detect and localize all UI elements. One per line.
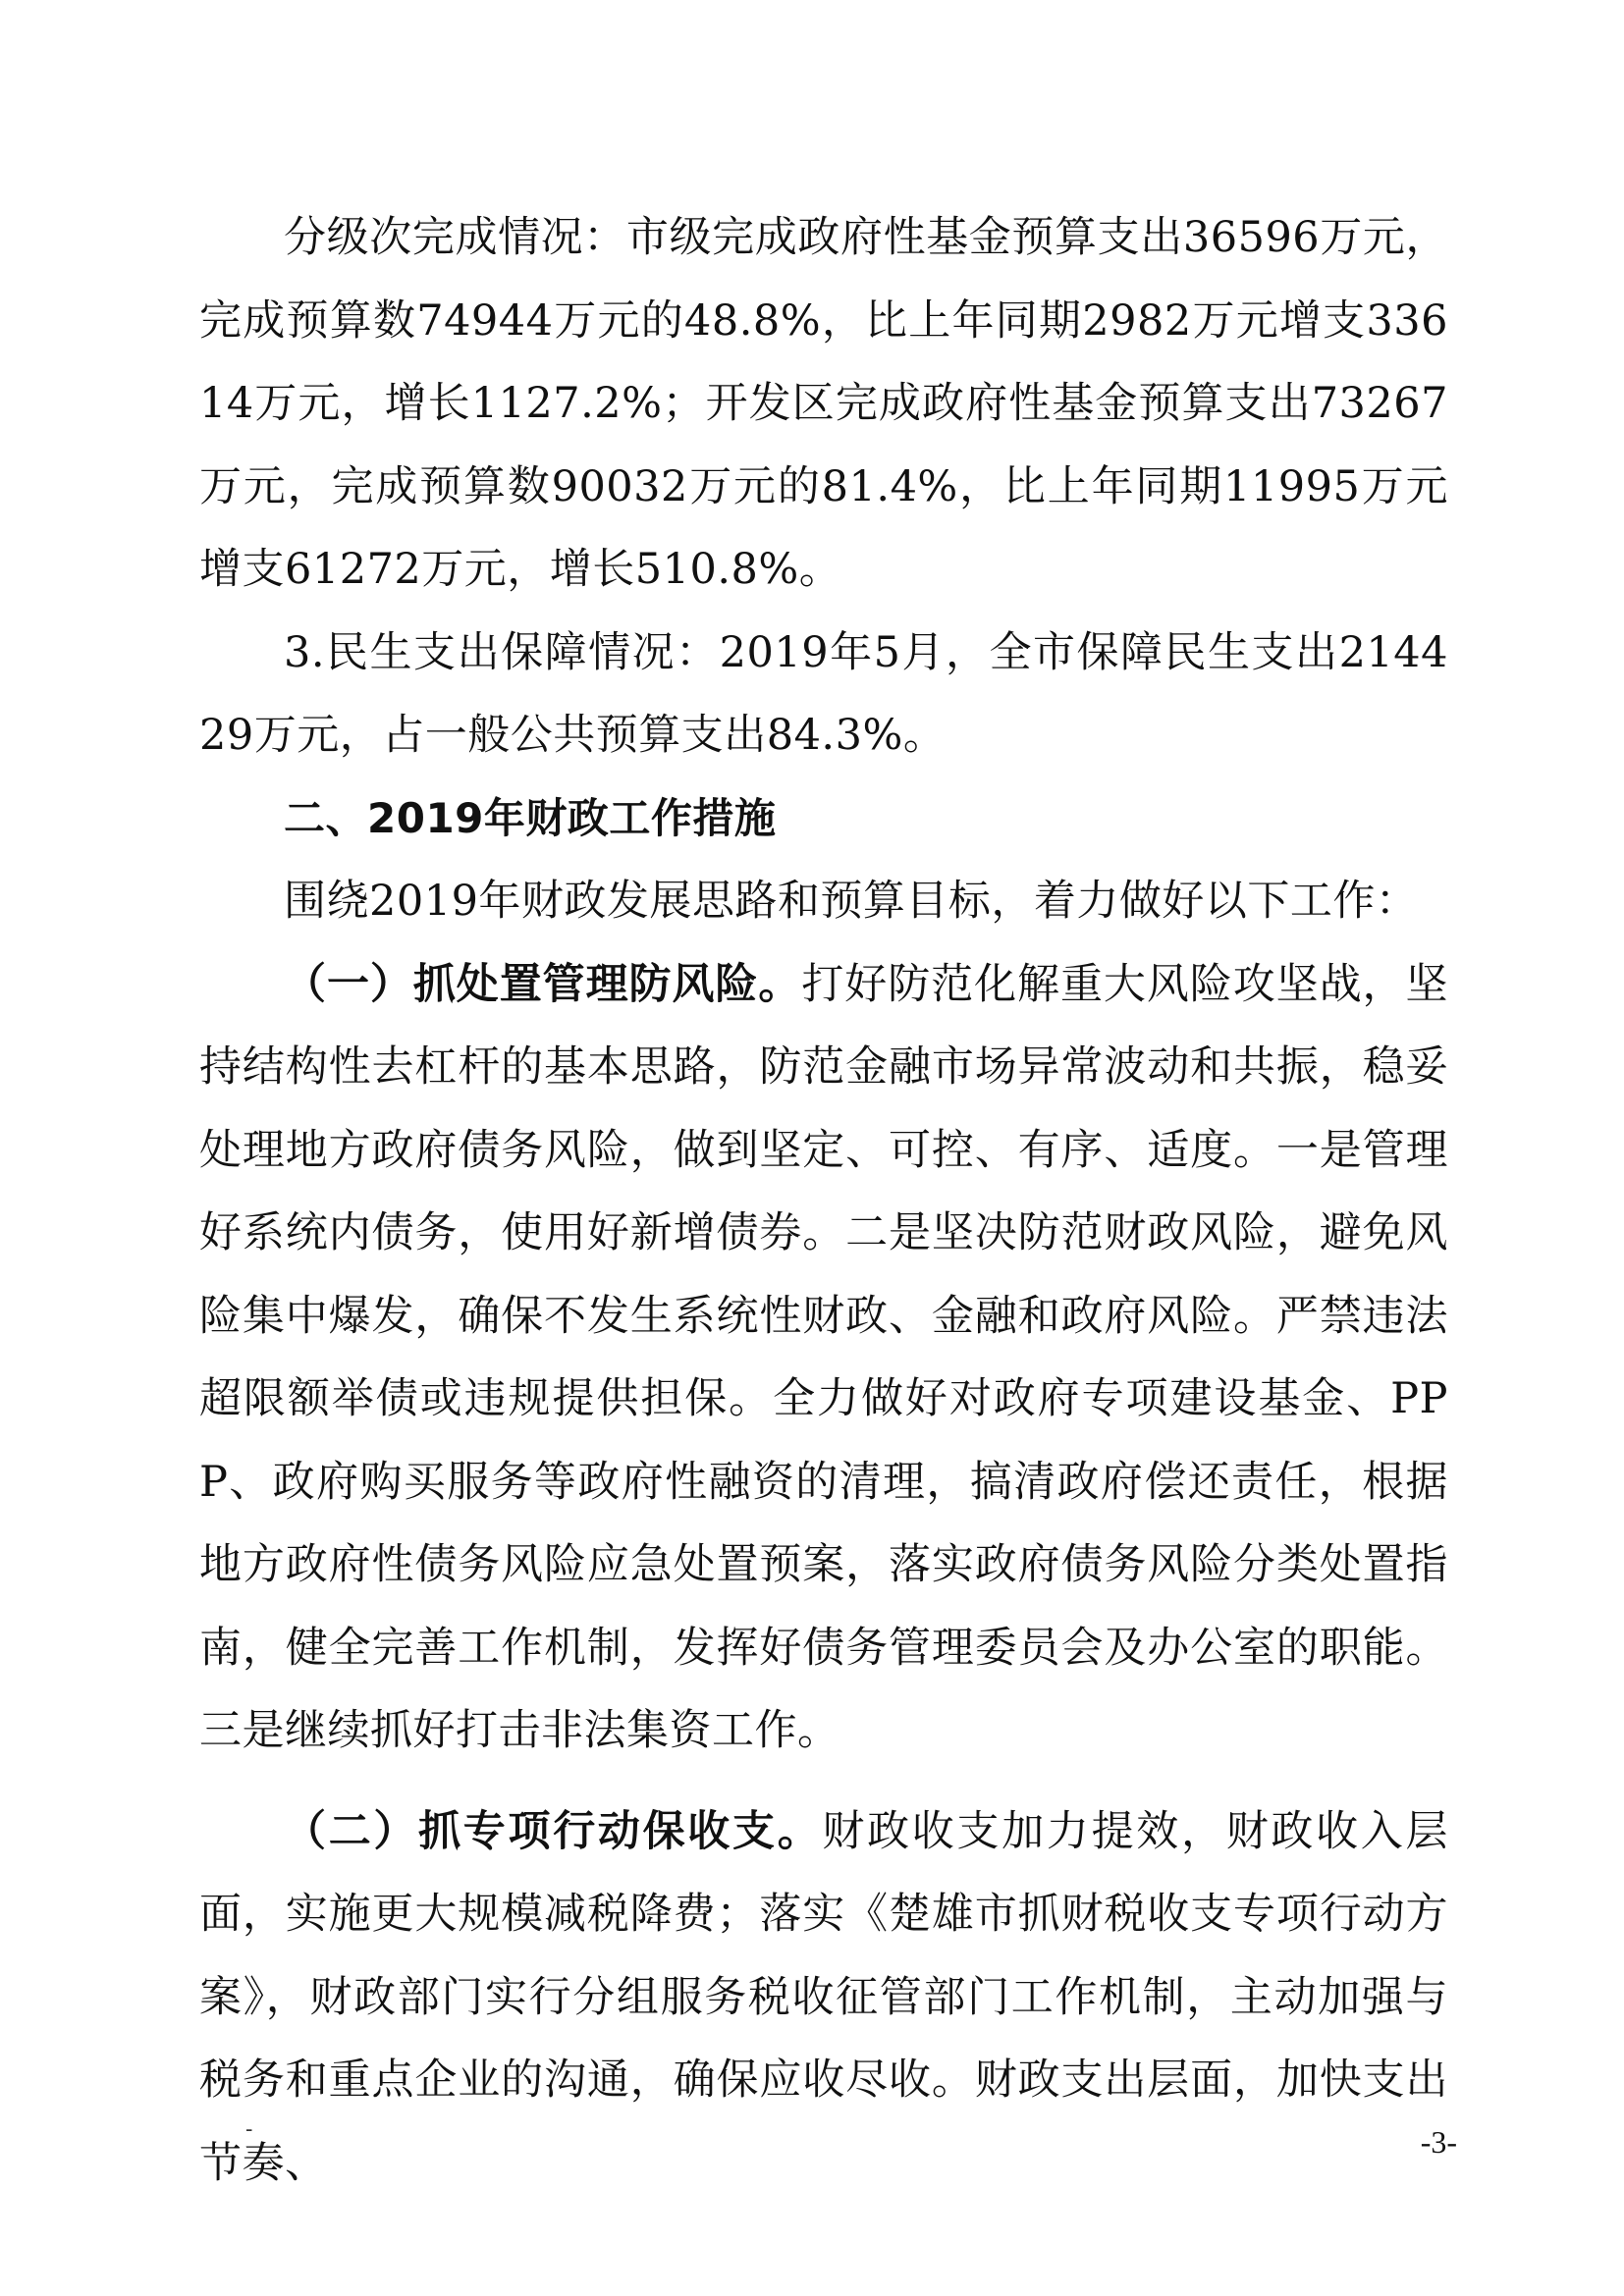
paragraph-revenue-expenditure-body: 财政收支加力提效，财政收入层面，实施更大规模减税降费；落实《楚雄市抓财税收支专项行动方案》，财政部门实行分组服务税收征管部门工作机制，主动加强与税务和重点企业的沟通，确保应收尽收。财政支出层面，加快支出节奏、 [199,1806,1449,2188]
paragraph-risk-management-body: 打好防范化解重大风险攻坚战，坚持结构性去杠杆的基本思路，防范金融市场异常波动和共振，稳妥处理地方政府债务风险，做到坚定、可控、有序、适度。一是管理好系统内债务，使用好新增债券。二是坚决防范财政风险，避免风险集中爆发，确保不发生系统性财政、金融和政府风险。严禁违法超限额举债或违规提供担保。全力做好对政府专项建设基金、PPP、政府购买服务等政府性融资的清理，搞清政府偿还责任，根据地方政府性债务风险应急处置预案，落实政府债务风险分类处置指南，健全完善工作机制，发挥好债务管理委员会及办公室的职能。三是继续抓好打击非法集资工作。 [199,959,1449,1755]
page-number: -3- [1420,2124,1457,2160]
paragraph-revenue-expenditure [199,1790,1448,2206]
paragraph-intro: 围绕2019年财政发展思路和预算目标，着力做好以下工作： [284,877,1419,926]
footer-mark: - [245,2117,253,2142]
paragraph-risk-management [199,943,1448,1773]
section-heading: 二、2019年财政工作措施 [284,793,777,842]
document-body [199,196,1448,2205]
paragraph-fund-expenditure-by-level: 分级次完成情况：市级完成政府性基金预算支出36596万元，完成预算数74944万元的48.8%，比上年同期2982万元增支33614万元，增长1127.2%；开发区完成政府性基金预算支出73267万元，完成预算数90032万元的81.4%，比上年同期11995万元增支61272万元，增长510.8%。 [199,213,1448,594]
paragraph-livelihood-expenditure: 3.民生支出保障情况：2019年5月，全市保障民生支出214429万元，占一般公共预算支出84.3%。 [199,627,1448,760]
paragraph-risk-management-lead: （一）抓处置管理防风险。 [284,959,802,1009]
paragraph-revenue-expenditure-lead: （二）抓专项行动保收支。 [284,1806,823,1856]
